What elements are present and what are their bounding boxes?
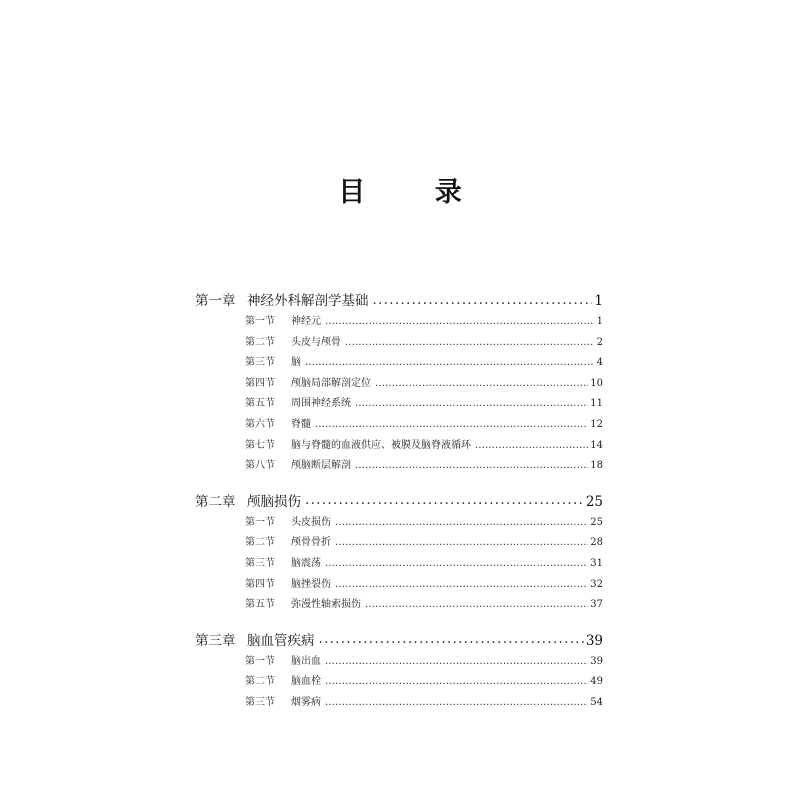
page-number: 39 (590, 655, 603, 667)
section-title: 烟雾病 (291, 696, 321, 708)
section-title: 颅骨骨折 (291, 537, 331, 549)
toc-section-entry[interactable] (195, 595, 603, 616)
leader-dots (325, 315, 593, 325)
page-number: 54 (590, 696, 603, 708)
toc-section-entry[interactable] (195, 533, 603, 554)
page-number: 18 (590, 460, 603, 472)
chapter-3-entry[interactable] (195, 630, 603, 652)
section-number: 第八节 (245, 460, 275, 472)
page-number: 11 (590, 398, 603, 410)
toc-section-entry[interactable] (195, 353, 603, 374)
toc-section-entry[interactable] (195, 312, 603, 333)
section-number: 第五节 (245, 398, 275, 410)
toc-section-entry[interactable] (195, 652, 603, 673)
page-number: 10 (590, 377, 603, 389)
page-number: 25 (585, 493, 603, 510)
chapter-title: 脑血管疾病 (247, 632, 315, 649)
leader-dots (325, 675, 588, 685)
leader-dots (365, 598, 588, 608)
leader-dots (355, 459, 588, 469)
toc-section-entry[interactable] (195, 333, 603, 354)
section-number: 第五节 (245, 599, 275, 611)
table-of-contents (195, 290, 603, 728)
section-title: 脑挫裂伤 (291, 578, 331, 590)
leader-dots (335, 536, 588, 546)
section-number: 第四节 (245, 578, 275, 590)
toc-section-entry[interactable] (195, 436, 603, 457)
leader-dots (345, 336, 593, 346)
chapter-number: 第一章 (195, 293, 236, 309)
chapter-1-entry[interactable] (195, 290, 603, 312)
leader-dots (315, 418, 588, 428)
section-title: 神经元 (291, 316, 321, 327)
section-title: 颅脑局部解剖定位 (291, 377, 371, 389)
toc-section-entry[interactable] (195, 513, 603, 534)
page-number: 32 (590, 578, 603, 590)
toc-section-entry[interactable] (195, 374, 603, 395)
section-title: 周围神经系统 (291, 398, 351, 410)
section-title: 弥漫性轴索损伤 (291, 599, 361, 611)
section-number: 第四节 (245, 377, 275, 389)
leader-dots (319, 632, 584, 646)
chapter-number: 第三章 (195, 632, 236, 649)
page-number: 25 (590, 516, 603, 528)
chapter-2-entry[interactable] (195, 491, 603, 513)
section-number: 第一节 (245, 316, 275, 327)
section-title: 颅脑断层解剖 (291, 460, 351, 472)
page-number: 1 (594, 293, 603, 309)
toc-section-entry[interactable] (195, 394, 603, 415)
section-number: 第二节 (245, 676, 275, 688)
toc-section-entry[interactable] (195, 575, 603, 596)
leader-dots (325, 696, 588, 706)
leader-dots (325, 557, 588, 567)
leader-dots (325, 655, 588, 665)
toc-section-entry[interactable] (195, 415, 603, 436)
section-number: 第七节 (245, 439, 275, 451)
section-title: 头皮损伤 (291, 516, 331, 528)
chapter-title: 颅脑损伤 (247, 493, 301, 510)
page-number: 31 (590, 557, 603, 569)
leader-dots (475, 439, 588, 449)
leader-dots (305, 493, 584, 507)
page-number: 1 (596, 316, 603, 327)
page-number: 12 (590, 418, 603, 430)
page-number: 2 (596, 336, 603, 348)
leader-dots (373, 293, 593, 307)
section-number: 第三节 (245, 357, 275, 369)
section-number: 第一节 (245, 655, 275, 667)
chapter-3 (195, 630, 603, 714)
leader-dots (335, 578, 588, 588)
toc-section-entry[interactable] (195, 554, 603, 575)
section-number: 第一节 (245, 516, 275, 528)
chapter-1 (195, 290, 603, 477)
section-number: 第二节 (245, 537, 275, 549)
page-number: 14 (590, 439, 603, 451)
page-title: 目 录 (338, 177, 492, 208)
toc-section-entry[interactable] (195, 672, 603, 693)
toc-section-entry[interactable] (195, 456, 603, 477)
section-number: 第三节 (245, 557, 275, 569)
section-title: 脑与脊髓的血液供应、被膜及脑脊液循环 (291, 439, 471, 451)
leader-dots (335, 516, 588, 526)
section-title: 脑出血 (291, 655, 321, 667)
section-number: 第二节 (245, 336, 275, 348)
section-number: 第六节 (245, 418, 275, 430)
section-number: 第三节 (245, 696, 275, 708)
chapter-title: 神经外科解剖学基础 (247, 293, 369, 309)
section-title: 脑震荡 (291, 557, 321, 569)
section-title: 脑血栓 (291, 676, 321, 688)
leader-dots (305, 356, 593, 366)
page-number: 37 (590, 599, 603, 611)
page-number: 4 (596, 357, 603, 369)
page-number: 28 (590, 537, 603, 549)
section-title: 脊髓 (291, 418, 311, 430)
page-number: 39 (585, 632, 603, 649)
section-title: 头皮与颅骨 (291, 336, 341, 348)
chapter-number: 第二章 (195, 493, 236, 510)
leader-dots (355, 397, 588, 407)
toc-section-entry[interactable] (195, 693, 603, 714)
chapter-2 (195, 491, 603, 616)
section-title: 脑 (291, 357, 301, 369)
page-number: 49 (590, 676, 603, 688)
leader-dots (375, 377, 588, 387)
